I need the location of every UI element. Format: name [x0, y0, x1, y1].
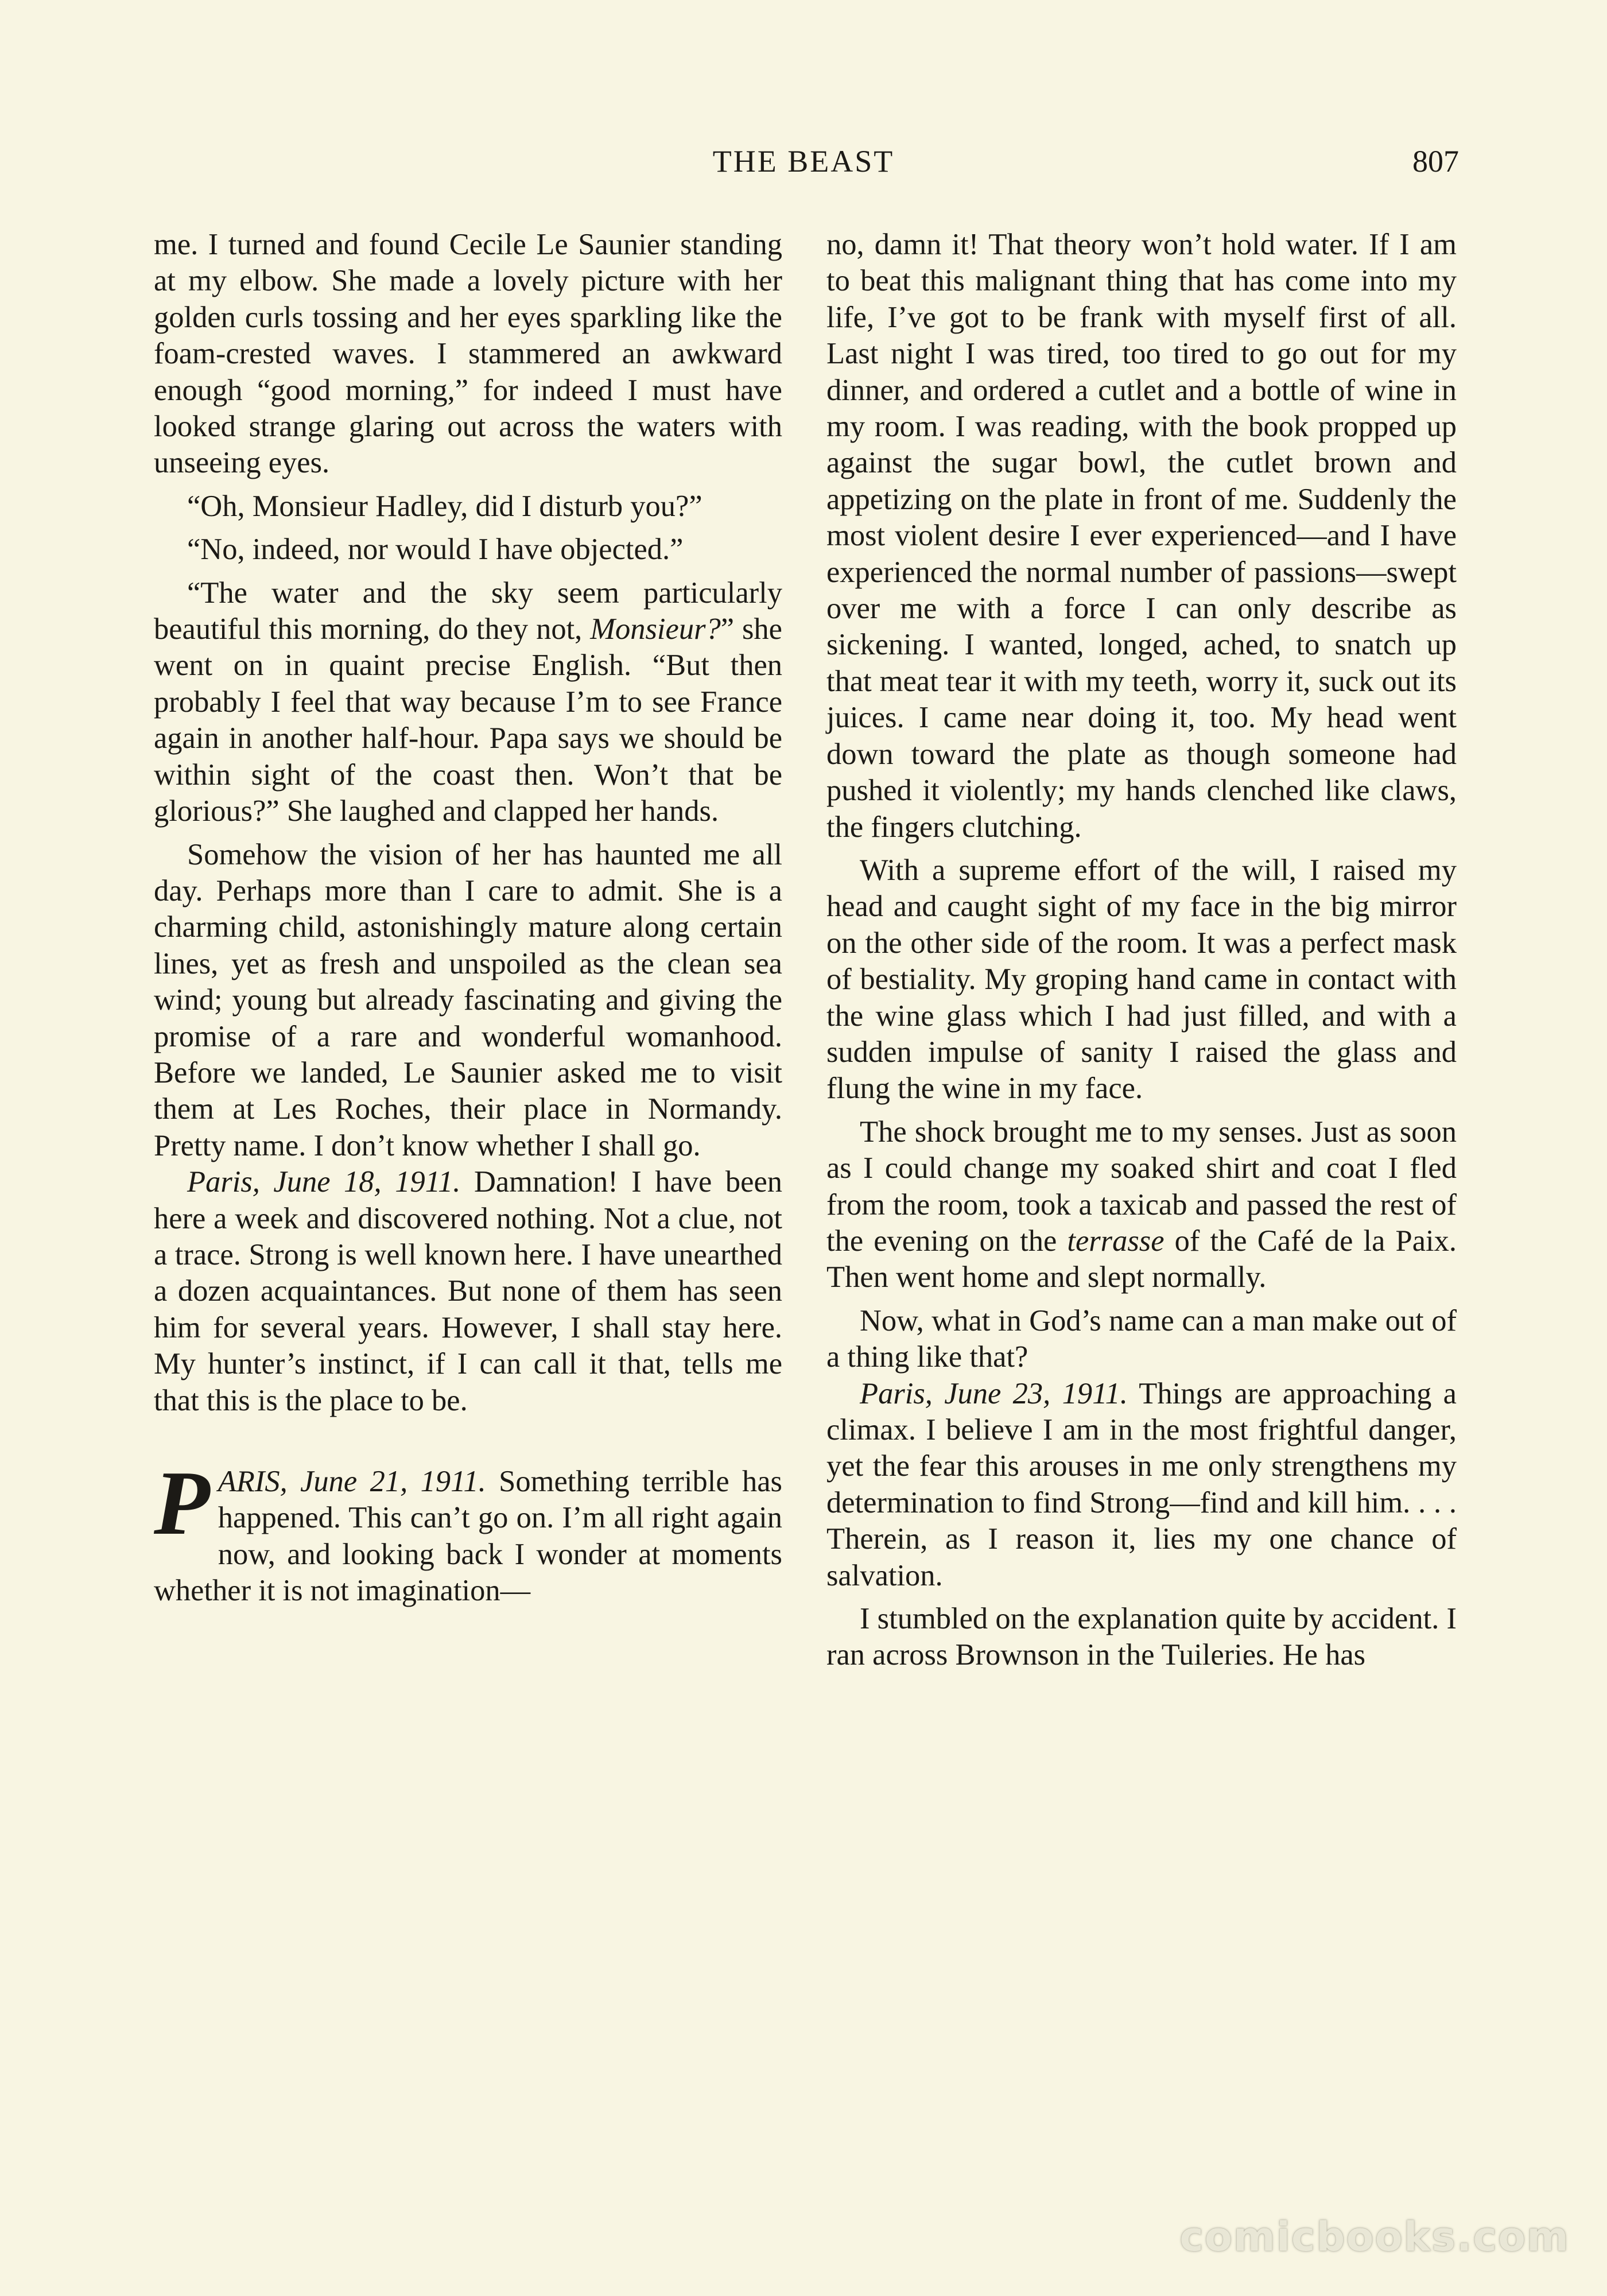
page-header — [0, 144, 1607, 189]
dated-entry: Paris, June 18, 1911. Damnation! I have been here a week and discovered nothing. Not a clue, not a trace. Strong is well known here. I have unearthed a dozen acquaintances. But none of them has seen him for several years. However, I shall stay here. My hunter’s instinct, if I can call it that, tells me that this is the place to be. — [154, 1165, 782, 1417]
drop-cap: P — [154, 1452, 210, 1554]
entry-date: ARIS, June 21, 1911. — [218, 1465, 486, 1498]
paragraph: Now, what in God’s name can a man make out of a thing like that? — [826, 1304, 1457, 1374]
site-watermark: comicbooks.com — [1179, 2213, 1570, 2260]
paragraph: I stumbled on the explanation quite by accident. I ran across Brownson in the Tuileries. He has — [826, 1602, 1457, 1672]
paragraph: With a supreme effort of the will, I raised my head and caught sight of my face in the big mirror on the other side of the room. It was a perfect mask of bestiality. My groping hand came in contact with the wine glass which I had just filled, and with a sudden impulse of sanity I raised the glass and flung the wine in my face. — [826, 853, 1457, 1106]
dated-entry: Paris, June 23, 1911. Things are approaching a climax. I believe I am in the most frightful danger, yet the fear this arouses in me only strengthens my determination to find Strong—find and kill him. . . . Therein, as I reason it, lies my one chance of salvation. — [826, 1376, 1457, 1592]
entry-date: Paris, June 18, 1911. — [187, 1165, 461, 1199]
page-number: 807 — [1412, 144, 1459, 179]
paragraph: “The water and the sky seem particularly beautiful this morning, do they not, Monsieur?” she went on in quaint precise English. “But then probably I feel that way because I’m to see France again in another half-hour. Papa says we should be within sight of the coast then. Won’t that be glorious?” She laughed and clapped her hands. — [154, 576, 782, 828]
section-start: PARIS, June 21, 1911. Something terrible has happened. This can’t go on. I’m all right again now, and looking back I wonder at moments whether it is not imagination— — [154, 1452, 782, 1608]
paragraph: Somehow the vision of her has haunted me all day. Perhaps more than I care to admit. She is a charming child, astonishingly mature along certain lines, yet as fresh and unspoiled as the clean sea wind; young but already fascinating and giving the promise of a rare and wonderful womanhood. Before we landed, Le Saunier asked me to visit them at Les Roches, their place in Normandy. Pretty name. I don’t know whether I shall go. — [154, 837, 782, 1162]
emphasis: terrasse — [1067, 1224, 1165, 1258]
entry-date: Paris, June 23, 1911. — [860, 1376, 1128, 1410]
paragraph: “No, indeed, nor would I have objected.” — [187, 533, 684, 567]
paragraph: no, damn it! That theory won’t hold water. If I am to beat this malignant thing that has come into my life, I’ve got to be frank with myself first of all. Last night I was tired, too tired to go out for my dinner, and ordered a cutlet and a bottle of wine in my room. I was reading, with the book propped up against the sugar bowl, the cutlet brown and appetizing on the plate in front of me. Suddenly the most violent desire I ever experienced—and I have experienced the normal number of passions—swept over me with a force I can only describe as sickening. I wanted, longed, ached, to snatch up that meat tear it with my teeth, worry it, suck out its juices. I came near doing it, too. My head went down toward the plate as though someone had pushed it violently; my hands clenched like claws, the fingers clutching. — [826, 228, 1457, 844]
paragraph: me. I turned and found Cecile Le Saunier standing at my elbow. She made a lovely picture with her golden curls tossing and her eyes sparkling like the foam-crested waves. I stammered an awkward enough “good morning,” for indeed I must have looked strange glaring out across the waters with unseeing eyes. — [154, 228, 782, 480]
paragraph: “Oh, Monsieur Hadley, did I disturb you?” — [187, 489, 702, 523]
paragraph: The shock brought me to my senses. Just as soon as I could change my soaked shirt and coat I fled from the room, took a taxicab and passed the rest of the evening on the terrasse of the Café de la Paix. Then went home and slept normally. — [826, 1115, 1457, 1294]
running-title: THE BEAST — [712, 144, 895, 179]
left-column — [154, 227, 782, 1609]
right-column — [826, 227, 1457, 1674]
emphasis: Monsieur? — [590, 612, 721, 646]
